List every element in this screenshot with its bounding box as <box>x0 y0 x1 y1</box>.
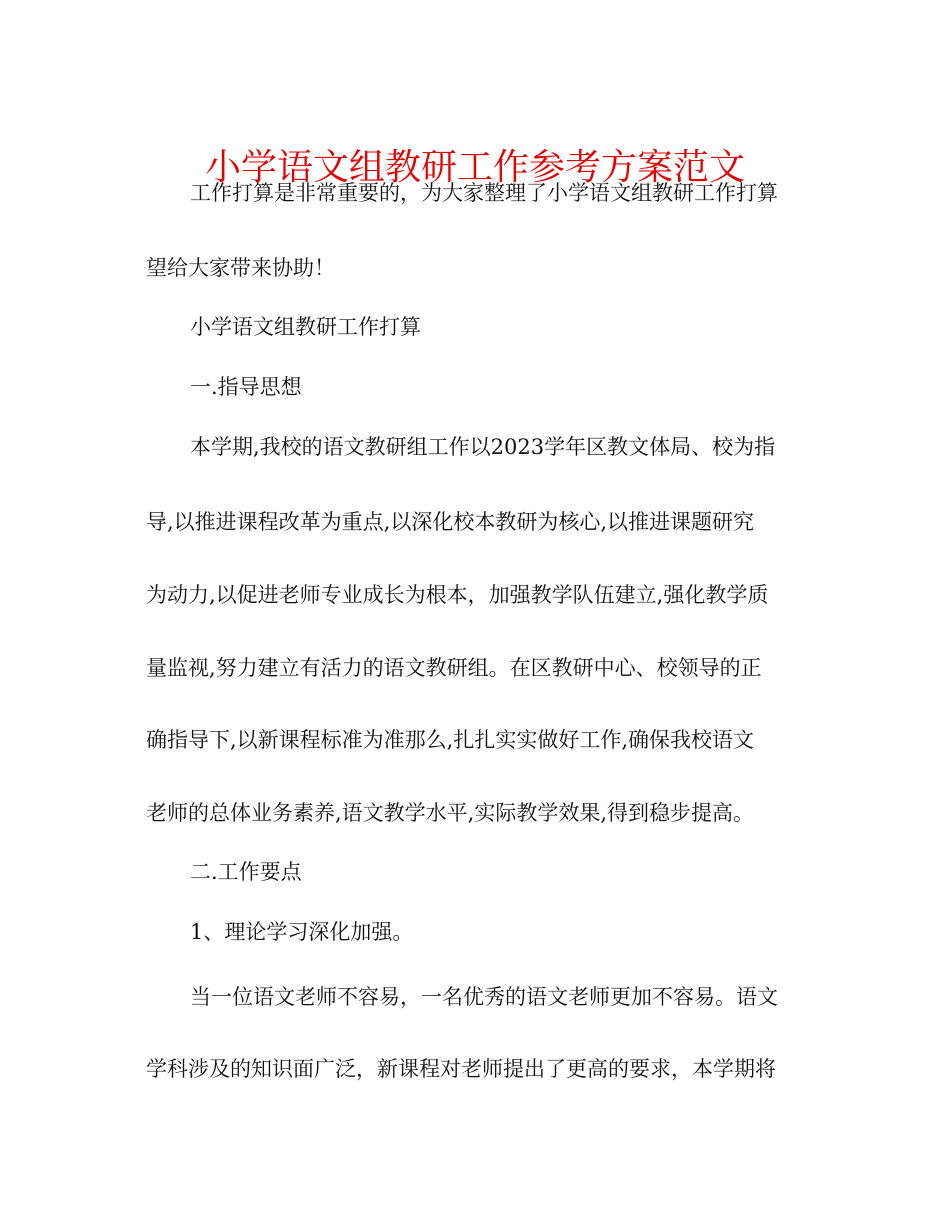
paragraph-line: 本学期,我校的语文教研组工作以2023学年区教文体局、校为指 <box>190 435 776 459</box>
section-heading: 一.指导思想 <box>190 375 302 399</box>
section-heading: 小学语文组教研工作打算 <box>190 315 421 339</box>
paragraph-line: 老师的总体业务素养,语文教学水平,实际教学效果,得到稳步提高。 <box>146 801 755 825</box>
paragraph-line: 工作打算是非常重要的，为大家整理了小学语文组教研工作打算 <box>190 181 778 205</box>
paragraph-line: 确指导下,以新课程标准为准那么,扎扎实实做好工作,确保我校语文 <box>146 728 755 752</box>
paragraph-line: 学科涉及的知识面广泛，新课程对老师提出了更高的要求，本学期将 <box>146 1057 776 1081</box>
paragraph-line: 量监视,努力建立有活力的语文教研组。在区教研中心、校领导的正 <box>146 656 762 680</box>
document-title: 小学语文组教研工作参考方案范文 <box>204 147 745 189</box>
paragraph-line: 望给大家带来协助！ <box>146 256 335 280</box>
paragraph-line: 当一位语文老师不容易，一名优秀的语文老师更加不容易。语文 <box>190 985 778 1009</box>
section-heading: 二.工作要点 <box>190 860 302 884</box>
subsection-heading: 1、理论学习深化加强。 <box>190 920 414 944</box>
paragraph-line: 为动力,以促进老师专业成长为根本，加强教学队伍建立,强化教学质 <box>146 583 769 607</box>
paragraph-line: 导,以推进课程改革为重点,以深化校本教研为核心,以推进课题研究 <box>146 510 755 534</box>
